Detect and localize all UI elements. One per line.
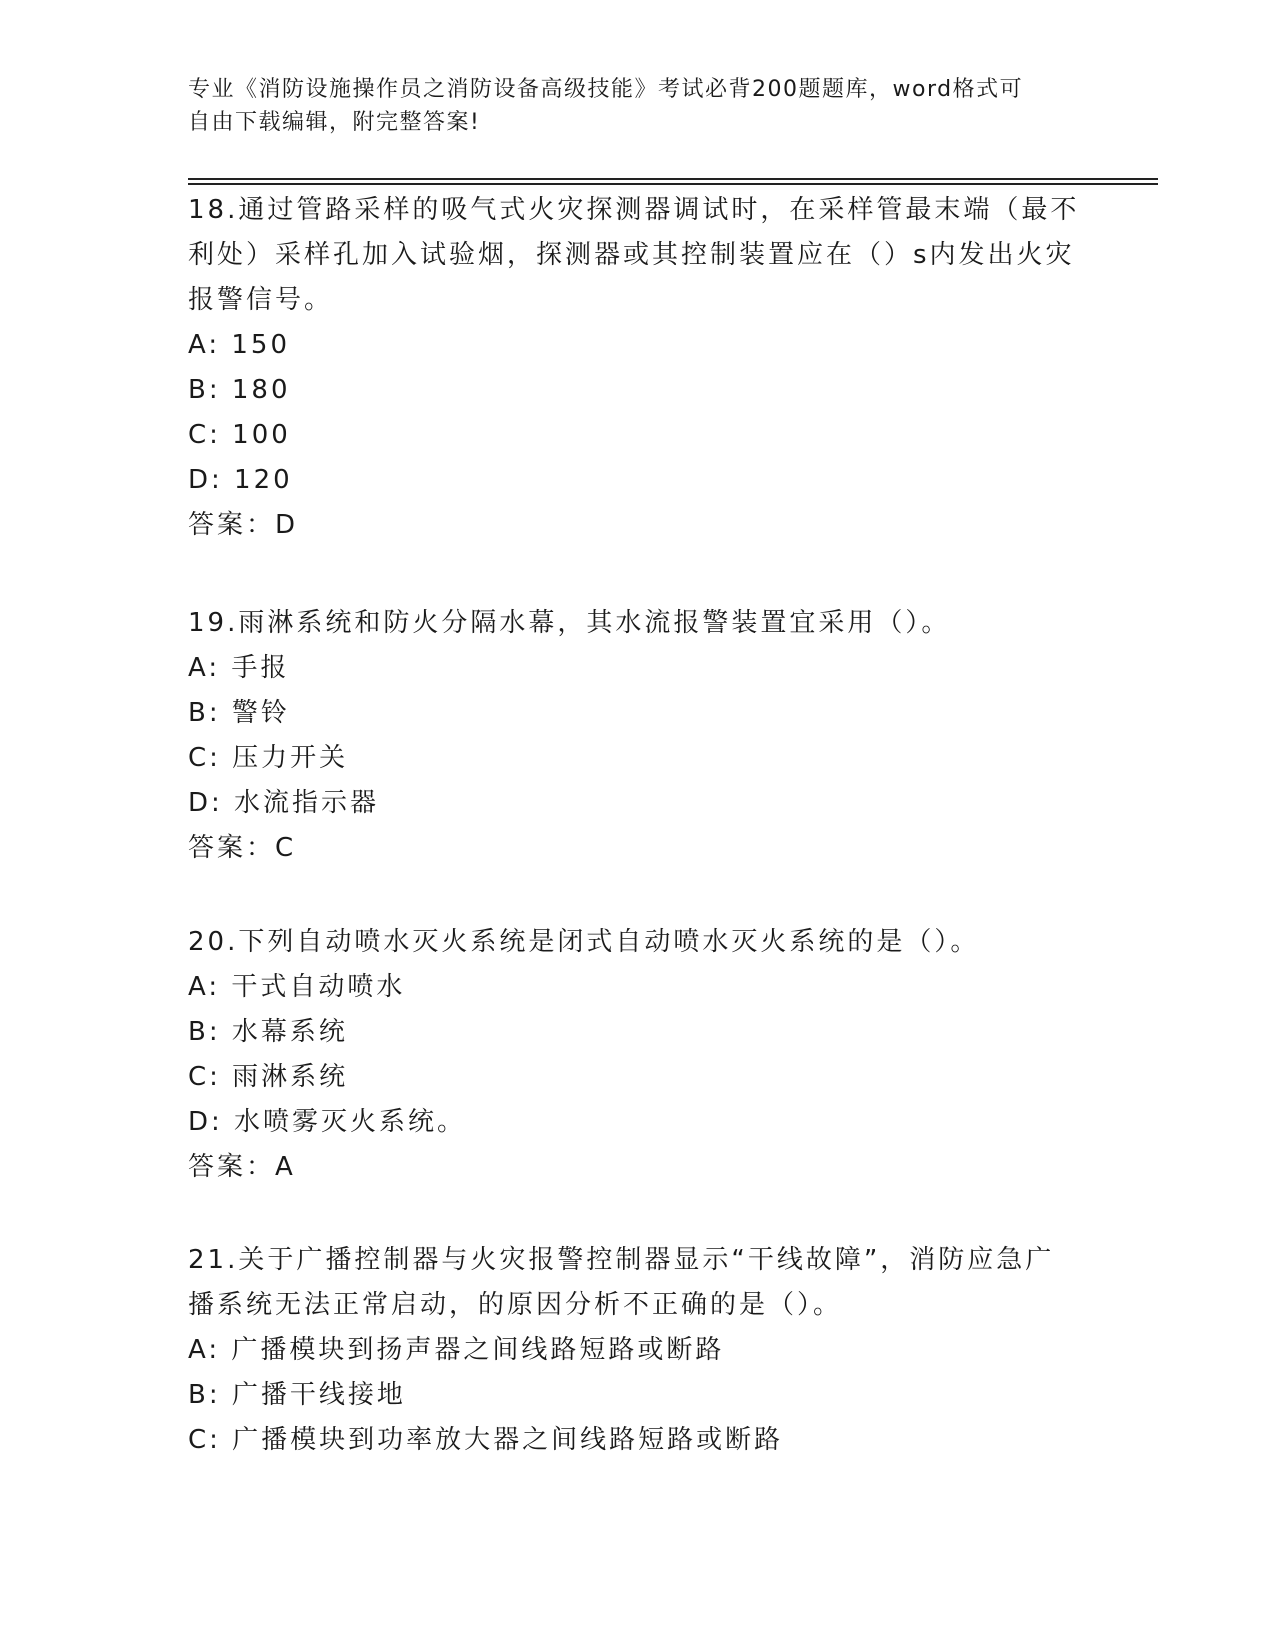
- question-stem: [188, 601, 1088, 646]
- answer: 答案：D: [188, 510, 299, 540]
- question-21: [188, 1238, 1088, 1463]
- stem-line: 利处）采样孔加入试验烟，探测器或其控制装置应在（）s内发出火灾: [188, 240, 1075, 270]
- header-divider-top: [188, 178, 1158, 180]
- question-20: [188, 920, 1088, 1190]
- option-a: A: 手报: [188, 653, 290, 683]
- header-line-1: 专业《消防设施操作员之消防设备高级技能》考试必背200题题库，word格式可: [188, 77, 1024, 102]
- answer: 答案：C: [188, 833, 297, 863]
- option-c: C: 100: [188, 420, 291, 450]
- stem-line: 报警信号。: [188, 285, 334, 315]
- question-19: [188, 601, 1088, 871]
- question-stem: [188, 920, 1088, 965]
- option-a: A: 干式自动喷水: [188, 972, 406, 1002]
- option-d: D: 水喷雾灭火系统。: [188, 1107, 467, 1137]
- option-c: C: 压力开关: [188, 743, 349, 773]
- header-divider-bottom: [188, 183, 1158, 185]
- question-18: [188, 188, 1088, 548]
- option-a: A: 广播模块到扬声器之间线路短路或断路: [188, 1335, 725, 1365]
- option-b: B: 广播干线接地: [188, 1380, 406, 1410]
- option-b: B: 水幕系统: [188, 1017, 348, 1047]
- option-a: A: 150: [188, 330, 290, 360]
- document-header: [188, 73, 1088, 139]
- stem-line: 播系统无法正常启动，的原因分析不正确的是（）。: [188, 1290, 843, 1320]
- answer: 答案：A: [188, 1152, 296, 1182]
- option-c: C: 广播模块到功率放大器之间线路短路或断路: [188, 1425, 784, 1455]
- option-b: B: 警铃: [188, 698, 290, 728]
- option-c: C: 雨淋系统: [188, 1062, 349, 1092]
- stem-line: 18.通过管路采样的吸气式火灾探测器调试时，在采样管最末端（最不: [188, 195, 1080, 225]
- option-b: B: 180: [188, 375, 291, 405]
- option-d: D: 120: [188, 465, 293, 495]
- option-d: D: 水流指示器: [188, 788, 380, 818]
- question-stem: [188, 188, 1088, 323]
- stem-line: 21.关于广播控制器与火灾报警控制器显示“干线故障”，消防应急广: [188, 1245, 1055, 1275]
- header-line-2: 自由下载编辑，附完整答案!: [188, 110, 481, 135]
- stem-line: 20.下列自动喷水灭火系统是闭式自动喷水灭火系统的是（）。: [188, 927, 980, 957]
- question-stem: [188, 1238, 1088, 1328]
- stem-line: 19.雨淋系统和防火分隔水幕，其水流报警装置宜采用（）。: [188, 608, 951, 638]
